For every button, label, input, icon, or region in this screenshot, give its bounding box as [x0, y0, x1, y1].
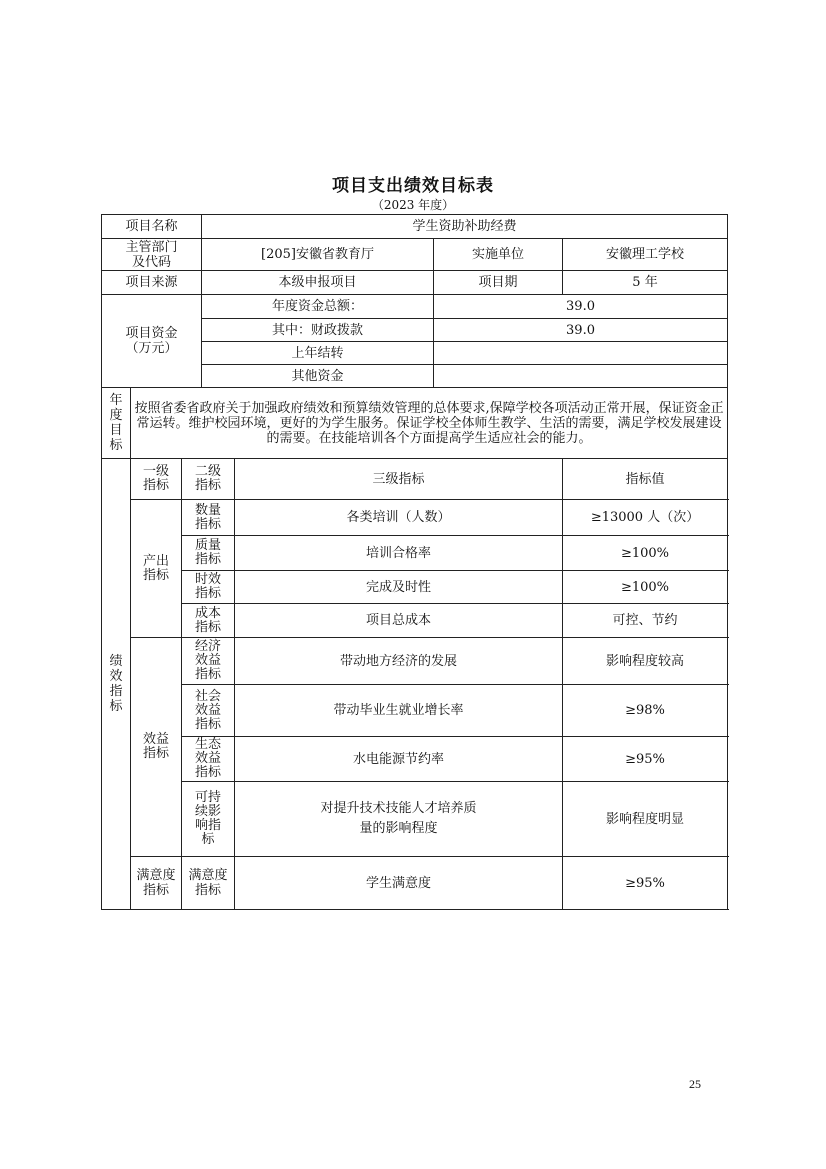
value-cell: ≥13000 人（次） [563, 500, 728, 536]
funds-other-label: 其他资金 [202, 365, 434, 388]
level2-cell: 生态效益指标 [182, 737, 235, 782]
level3-cell: 各类培训（人数） [235, 500, 563, 536]
page-number: 25 [689, 1077, 701, 1091]
header-level1: 一级指标 [131, 459, 182, 500]
unit-label: 实施单位 [434, 239, 563, 271]
value-cell: ≥95% [563, 737, 728, 782]
level3-cell: 学生满意度 [235, 857, 563, 910]
indicator-row [102, 500, 728, 536]
level1-satisfaction: 满意度指标 [131, 857, 182, 910]
document-year: （2023 年度） [371, 198, 455, 212]
department-label: 主管部门及代码 [102, 239, 202, 271]
level3-cell: 培训合格率 [235, 536, 563, 571]
value-cell: ≥100% [563, 571, 728, 604]
level2-cell: 满意度指标 [182, 857, 235, 910]
level3-cell: 带动毕业生就业增长率 [235, 685, 563, 737]
period-value: 5 年 [563, 271, 728, 295]
row-indicator-header [102, 459, 728, 500]
row-source [102, 271, 728, 295]
project-name-value: 学生资助补助经费 [202, 215, 728, 239]
indicator-row [102, 604, 728, 638]
value-cell: 影响程度较高 [563, 638, 728, 685]
row-funds-total [102, 295, 728, 319]
funds-other-value [434, 365, 728, 388]
header-level3: 三级指标 [235, 459, 563, 500]
indicator-row [102, 536, 728, 571]
level2-cell: 经济效益指标 [182, 638, 235, 685]
indicator-row [102, 571, 728, 604]
annual-goal-label: 年度目标 [102, 388, 131, 459]
indicator-row [102, 782, 728, 857]
level2-cell: 成本指标 [182, 604, 235, 638]
funds-label: 项目资金（万元） [102, 295, 202, 388]
value-cell: 影响程度明显 [563, 782, 728, 857]
level2-cell: 可持续影响指标 [182, 782, 235, 857]
level1-output: 产出指标 [131, 500, 182, 638]
value-cell: ≥98% [563, 685, 728, 737]
source-label: 项目来源 [102, 271, 202, 295]
header-value: 指标值 [563, 459, 728, 500]
level1-benefit: 效益指标 [131, 638, 182, 857]
funds-fiscal-value: 39.0 [434, 319, 728, 342]
level3-cell: 水电能源节约率 [235, 737, 563, 782]
indicator-row [102, 737, 728, 782]
funds-carryover-value [434, 342, 728, 365]
indicator-row [102, 638, 728, 685]
level2-cell: 质量指标 [182, 536, 235, 571]
department-value: [205]安徽省教育厅 [202, 239, 434, 271]
level2-cell: 社会效益指标 [182, 685, 235, 737]
annual-goal-text: 按照省委省政府关于加强政府绩效和预算绩效管理的总体要求,保障学校各项活动正常开展，保证资金正常运转。维护校园环境，更好的为学生服务。保证学校全体师生教学、生活的需要，满足学校发展建设的需要。在技能培训各个方面提高学生适应社会的能力。 [131, 388, 728, 459]
level3-cell: 对提升技术技能人才培养质量的影响程度 [235, 782, 563, 857]
indicator-row [102, 685, 728, 737]
value-cell: 可控、节约 [563, 604, 728, 638]
row-annual-goal [102, 388, 728, 459]
funds-total-value: 39.0 [434, 295, 728, 319]
funds-fiscal-label: 其中：财政拨款 [202, 319, 434, 342]
value-cell: ≥95% [563, 857, 728, 910]
funds-carryover-label: 上年结转 [202, 342, 434, 365]
level2-cell: 时效指标 [182, 571, 235, 604]
level3-cell: 项目总成本 [235, 604, 563, 638]
funds-total-label: 年度资金总额： [202, 295, 434, 319]
period-label: 项目期 [434, 271, 563, 295]
document-title: 项目支出绩效目标表 [332, 176, 494, 196]
unit-value: 安徽理工学校 [563, 239, 728, 271]
performance-goal-table [101, 214, 728, 910]
row-department [102, 239, 728, 271]
performance-indicators-label: 绩效指标 [102, 459, 131, 910]
value-cell: ≥100% [563, 536, 728, 571]
level3-cell: 带动地方经济的发展 [235, 638, 563, 685]
source-value: 本级申报项目 [202, 271, 434, 295]
indicator-row [102, 857, 728, 910]
row-project-name [102, 215, 728, 239]
header-level2: 二级指标 [182, 459, 235, 500]
level2-cell: 数量指标 [182, 500, 235, 536]
project-name-label: 项目名称 [102, 215, 202, 239]
level3-cell: 完成及时性 [235, 571, 563, 604]
